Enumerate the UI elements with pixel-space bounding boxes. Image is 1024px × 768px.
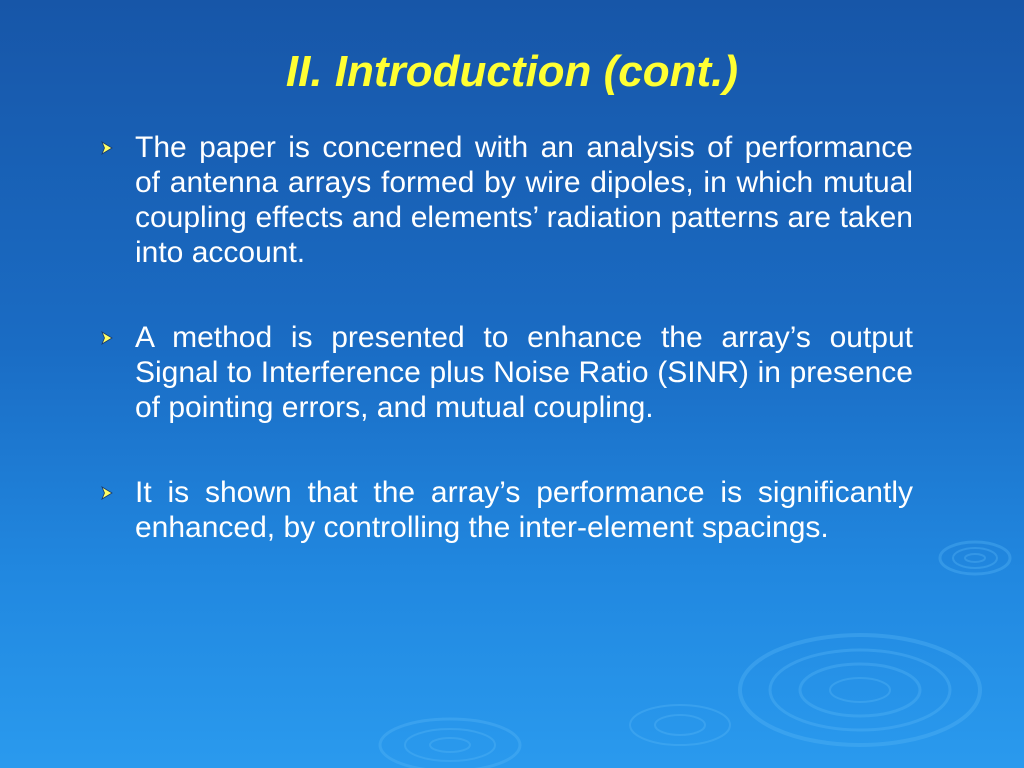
bullet-item-3 xyxy=(95,475,913,545)
arrow-bullet-icon xyxy=(99,140,115,156)
arrow-bullet-icon xyxy=(99,330,115,346)
bullet-text: It is shown that the array’s performance is significantly enhanced, by controlling the inter-element spacings. xyxy=(135,476,913,544)
bullet-text: The paper is concerned with an analysis of performance of antenna arrays formed by wire dipoles, in which mutual coupling effects and elements’ radiation patterns are taken into account. xyxy=(135,131,913,269)
bullet-text: A method is presented to enhance the array’s output Signal to Interference plus Noise Ratio (SINR) in presence of pointing errors, and mutual coupling. xyxy=(135,321,913,424)
bullet-list xyxy=(95,130,913,595)
bullet-item-1 xyxy=(95,130,913,270)
slide-title: II. Introduction (cont.) xyxy=(285,47,739,96)
arrow-bullet-icon xyxy=(99,485,115,501)
bullet-item-2 xyxy=(95,320,913,425)
